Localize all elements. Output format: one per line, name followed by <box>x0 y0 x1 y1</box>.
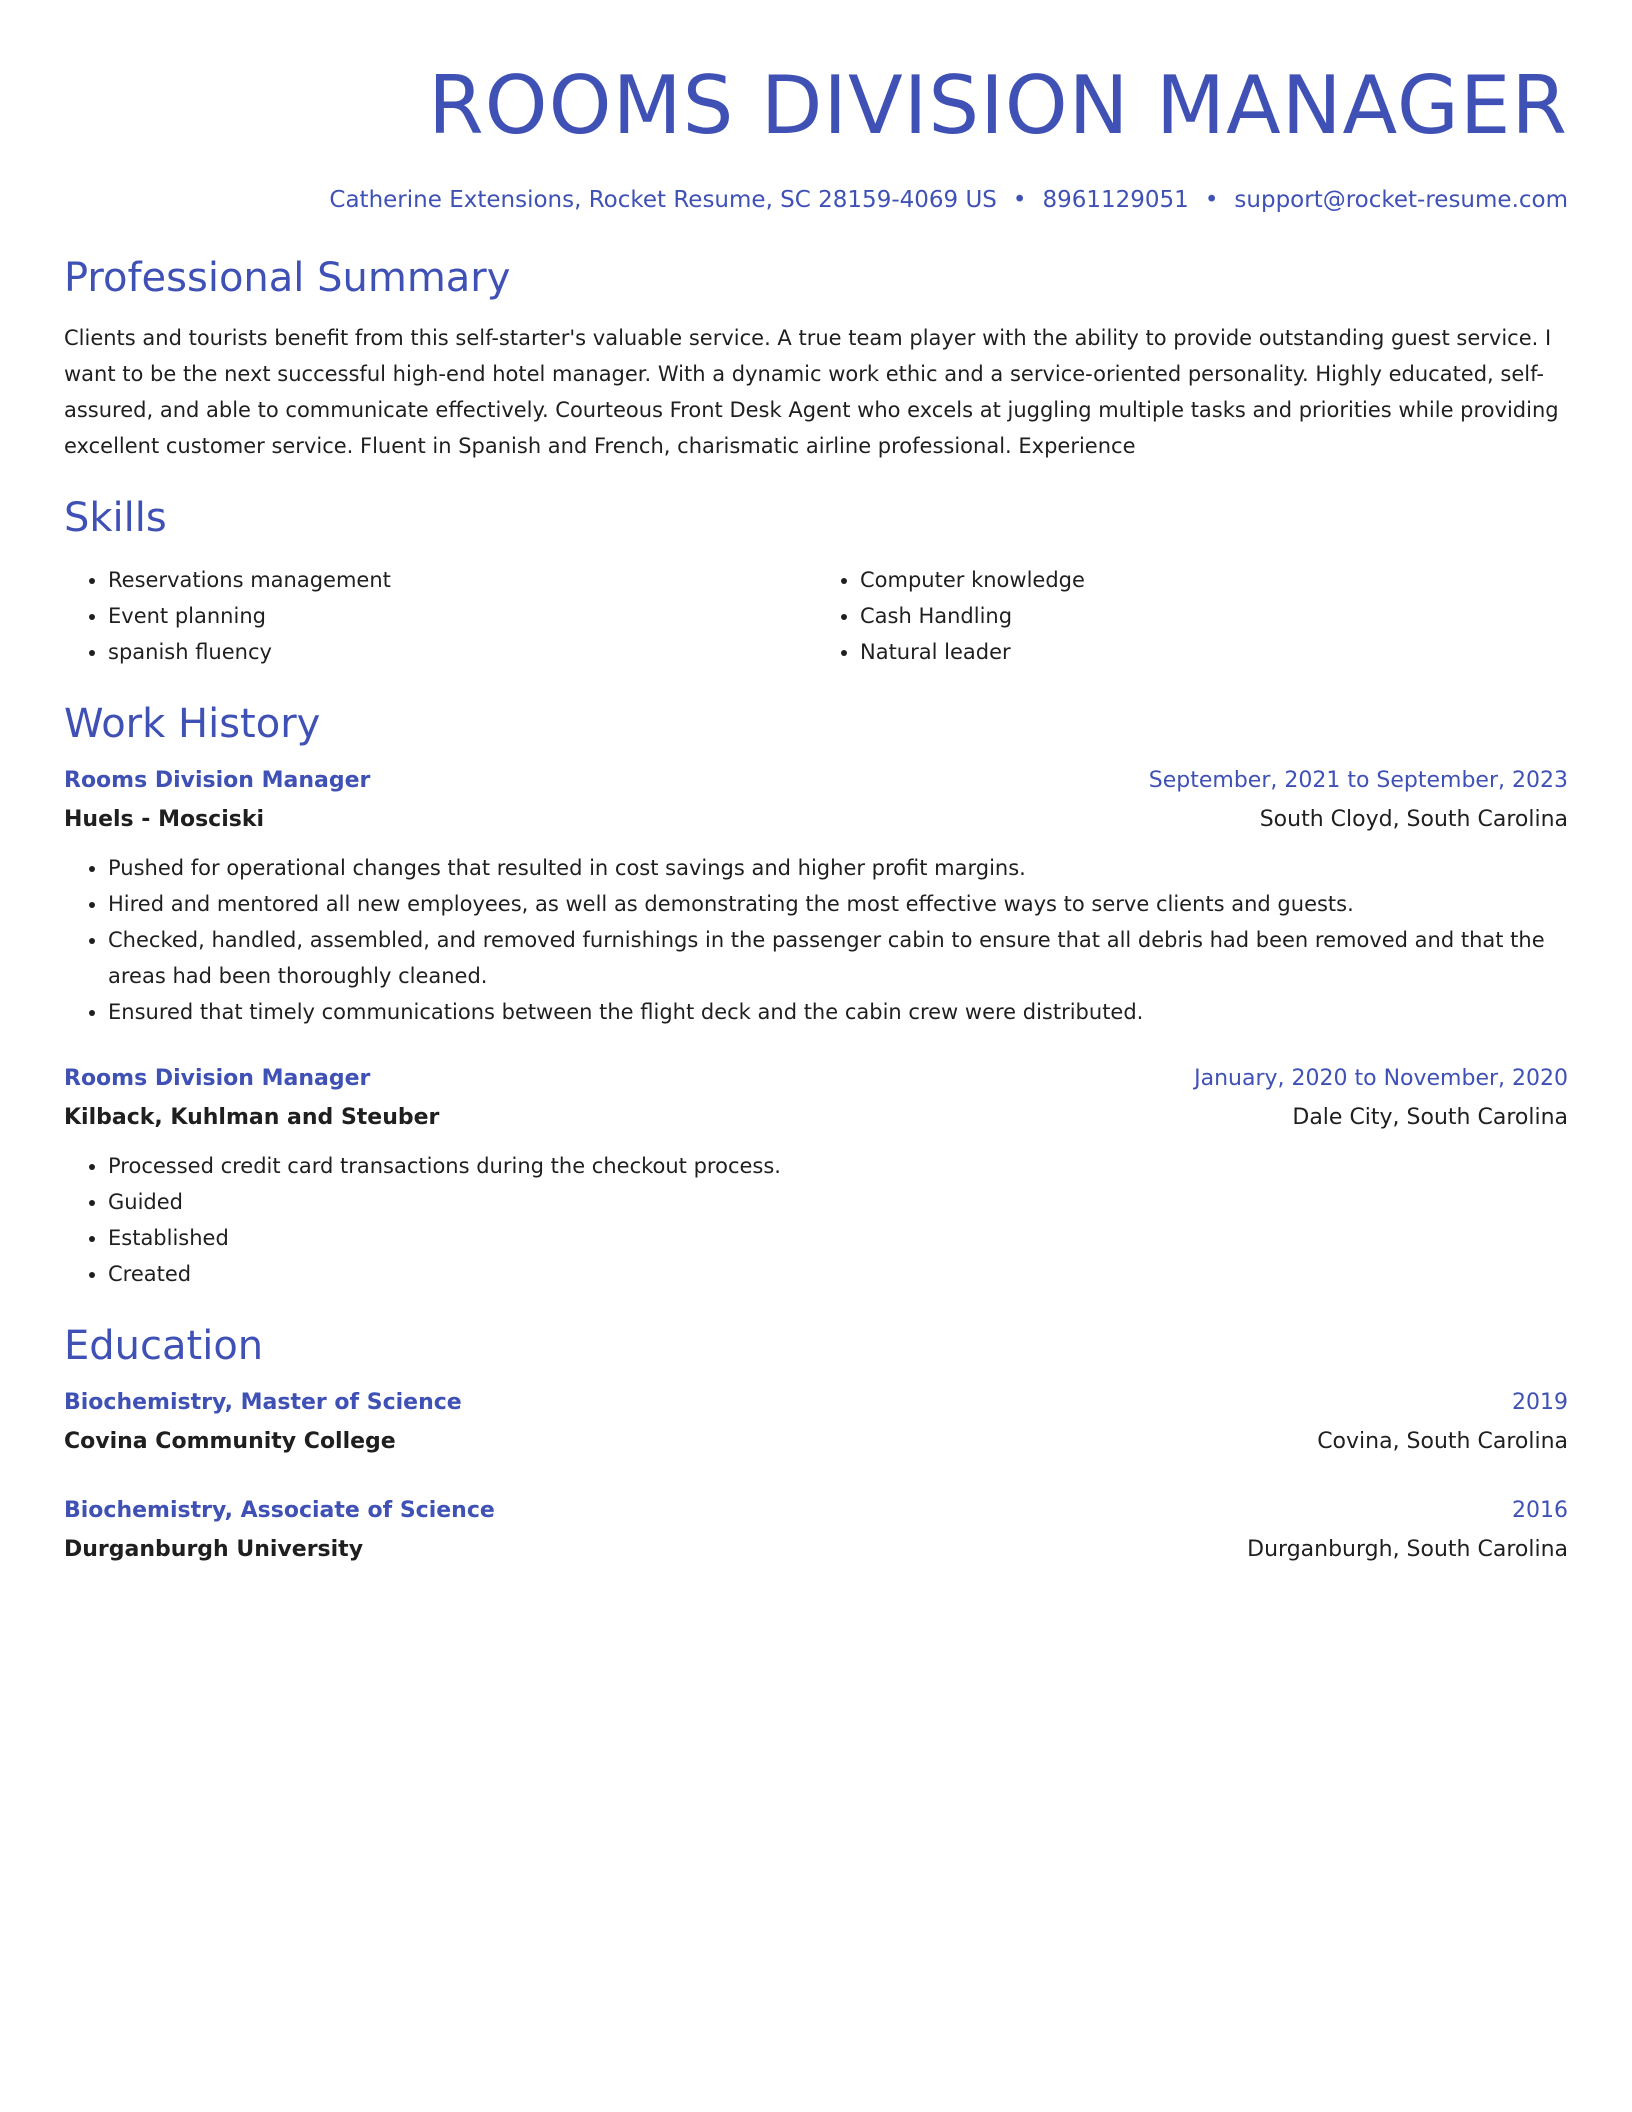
contact-email: support@rocket-resume.com <box>1234 187 1568 213</box>
job-bullet: • Processed credit card transactions during the checkout process. <box>108 1148 1568 1184</box>
education-degree: Biochemistry, Master of Science <box>64 1390 462 1415</box>
job-bullet: • Pushed for operational changes that resulted in cost savings and higher profit margins. <box>108 850 1568 886</box>
education-school-row <box>64 1422 1568 1462</box>
education-location: Durganburgh, South Carolina <box>1247 1537 1568 1562</box>
summary-heading: Professional Summary <box>64 255 511 301</box>
job-company: Huels - Mosciski <box>64 807 265 832</box>
education-heading: Education <box>64 1323 264 1369</box>
education-degree: Biochemistry, Associate of Science <box>64 1498 495 1523</box>
job-title-row <box>64 1060 1568 1098</box>
candidate-name: ROOMS DIVISION MANAGER <box>428 59 1568 152</box>
education-degree-row <box>64 1384 1568 1422</box>
job-title: Rooms Division Manager <box>64 1066 371 1091</box>
job-bullets <box>64 1148 1568 1292</box>
skills-column-right <box>816 562 1568 670</box>
job-bullet: • Guided <box>108 1184 1568 1220</box>
contact-address: Catherine Extensions, Rocket Resume, SC 28159-4069 US <box>329 187 997 213</box>
education-year: 2016 <box>1512 1498 1568 1523</box>
job-company-row <box>64 1098 1568 1138</box>
job-location: Dale City, South Carolina <box>1292 1105 1568 1130</box>
skill-item: • Cash Handling <box>860 598 1568 634</box>
skills-heading: Skills <box>64 495 167 541</box>
skills-column-left <box>64 562 816 670</box>
contact-separator: • <box>1204 187 1219 213</box>
job-bullet: • Checked, handled, assembled, and removed furnishings in the passenger cabin to ensure that all debris had been removed and that the areas had been thoroughly cleaned. <box>108 922 1568 994</box>
contact-phone: 8961129051 <box>1042 187 1189 213</box>
job-entry <box>64 762 1568 1030</box>
skill-item: • spanish fluency <box>108 634 816 670</box>
education-entry <box>64 1384 1568 1462</box>
job-entry <box>64 1060 1568 1292</box>
education-location: Covina, South Carolina <box>1317 1429 1568 1454</box>
education-degree-row <box>64 1492 1568 1530</box>
job-dates: September, 2021 to September, 2023 <box>1148 768 1568 793</box>
education-school: Durganburgh University <box>64 1537 364 1562</box>
education-year: 2019 <box>1512 1390 1568 1415</box>
job-location: South Cloyd, South Carolina <box>1259 807 1568 832</box>
skill-item: • Natural leader <box>860 634 1568 670</box>
education-school: Covina Community College <box>64 1429 396 1454</box>
job-bullet: • Established <box>108 1220 1568 1256</box>
job-company: Kilback, Kuhlman and Steuber <box>64 1105 440 1130</box>
skill-item: • Computer knowledge <box>860 562 1568 598</box>
job-bullet: • Created <box>108 1256 1568 1292</box>
job-bullets <box>64 850 1568 1030</box>
job-title: Rooms Division Manager <box>64 768 371 793</box>
contact-separator: • <box>1012 187 1027 213</box>
education-entry <box>64 1492 1568 1570</box>
job-bullet: • Ensured that timely communications between the flight deck and the cabin crew were distributed. <box>108 994 1568 1030</box>
job-bullet: • Hired and mentored all new employees, as well as demonstrating the most effective ways to serve clients and guests. <box>108 886 1568 922</box>
contact-line <box>64 184 1568 216</box>
skill-item: • Reservations management <box>108 562 816 598</box>
job-dates: January, 2020 to November, 2020 <box>1194 1066 1568 1091</box>
education-school-row <box>64 1530 1568 1570</box>
skill-item: • Event planning <box>108 598 816 634</box>
resume-header <box>64 58 1568 216</box>
summary-text: Clients and tourists benefit from this self-starter's valuable service. A true team player with the ability to provide outstanding guest service. I want to be the next successful high-end hotel manager. With a dynamic work ethic and a service-oriented personality. Highly educated, self-assured, and able to communicate effectively. Courteous Front Desk Agent who excels at juggling multiple tasks and priorities while providing excellent customer service. Fluent in Spanish and French, charismatic airline professional. Experience <box>64 326 1559 458</box>
job-title-row <box>64 762 1568 800</box>
job-company-row <box>64 800 1568 840</box>
skills-list <box>64 562 1568 670</box>
work-history-heading: Work History <box>64 701 321 747</box>
